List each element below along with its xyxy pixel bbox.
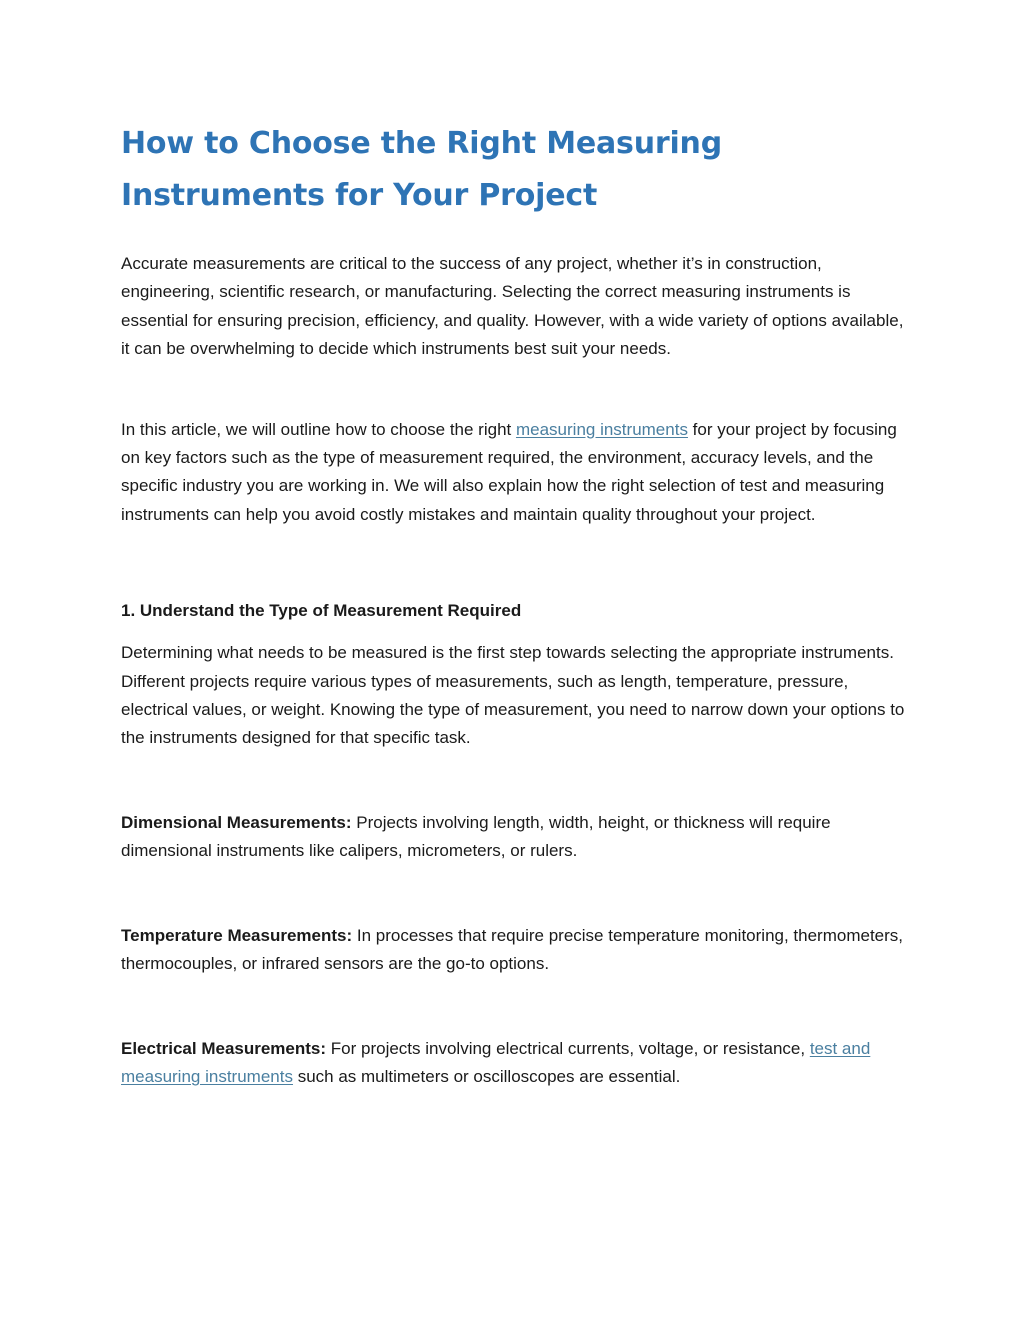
electrical-text-before-link: For projects involving electrical currents, voltage, or resistance,: [326, 1038, 810, 1058]
measuring-instruments-link[interactable]: measuring instruments: [515, 419, 688, 439]
test-and-measuring-instruments-link[interactable]: test and measuring instruments: [121, 1038, 871, 1086]
electrical-label: Electrical Measurements:: [121, 1038, 327, 1058]
dimensional-measurements-paragraph: [121, 809, 911, 866]
temperature-label: Temperature Measurements:: [121, 925, 353, 945]
section-paragraph: Determining what needs to be measured is the first step towards selecting the appropriate instruments. Different projects require various types of measurements, such as length, temperature, pressure, electrical values, or weight. Knowing the type of measurement, you need to narrow down your options to the instruments designed for that specific task.: [121, 643, 905, 748]
electrical-measurements-paragraph: [121, 1035, 911, 1092]
dimensional-text: Projects involving length, width, height, or thickness will require dimensional instruments like calipers, micrometers, or rulers.: [121, 812, 831, 861]
article-text-before-link: In this article, we will outline how to choose the right: [121, 419, 516, 439]
intro-paragraph: Accurate measurements are critical to the success of any project, whether it’s in construction, engineering, scientific research, or manufacturing. Selecting the correct measuring instruments is essential for ensuring precision, efficiency, and quality. However, with a wide variety of options available, it can be overwhelming to decide which instruments best suit your needs.: [121, 254, 904, 359]
article-text-after-link: for your project by focusing on key factors such as the type of measurement required, the environment, accuracy levels, and the specific industry you are working in. We will also explain how the right selection of test and measuring instruments can help you avoid costly mistakes and maintain quality throughout your project.: [121, 419, 897, 524]
section-heading: 1. Understand the Type of Measurement Required: [121, 601, 522, 621]
electrical-text-after-link: such as multimeters or oscilloscopes are essential.: [292, 1066, 681, 1086]
page-title: How to Choose the Right Measuring Instruments for Your Project: [121, 126, 722, 213]
document-page: [121, 118, 911, 1091]
article-overview-paragraph: [121, 416, 911, 530]
temperature-measurements-paragraph: [121, 922, 911, 979]
temperature-text: In processes that require precise temperature monitoring, thermometers, thermocouples, or infrared sensors are the go-to options.: [121, 925, 904, 974]
dimensional-label: Dimensional Measurements:: [121, 812, 352, 832]
